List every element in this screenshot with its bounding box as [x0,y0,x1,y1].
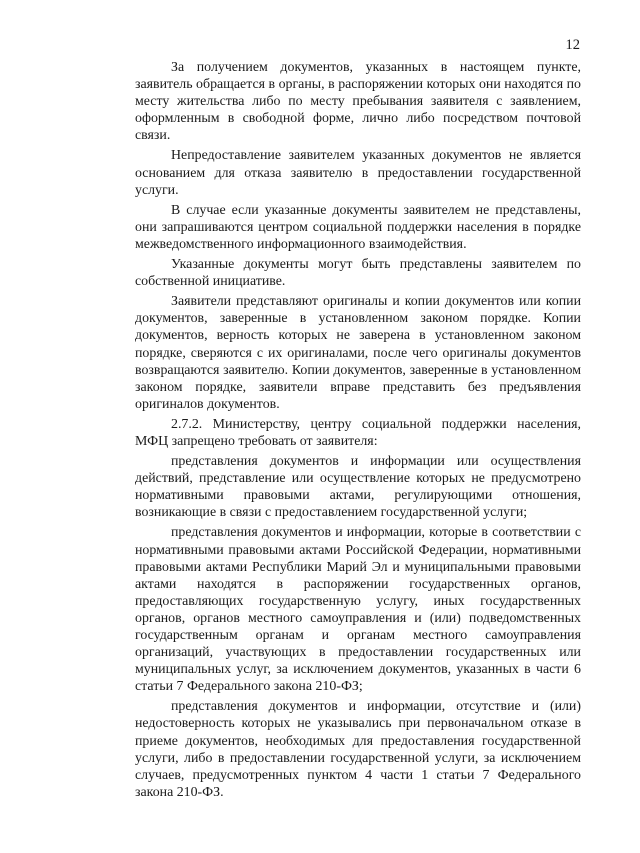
paragraph-originals-and-copies: Заявители представляют оригиналы и копии документов или копии документов, заверенные в установленном законом порядке. Копии документов, верность которых не заверена в установленном законом порядке, сверяются с их оригиналами, после чего оригиналы документов возвращаются заявителю. Копии документов, заверенные в установленном законом порядке, заявители вправе представить без предъявления оригиналов документов. [135,294,581,412]
paragraph-own-initiative: Указанные документы могут быть представлены заявителем по собственной инициативе. [135,257,581,290]
paragraph-section-2-7-2: 2.7.2. Министерству, центру социальной поддержки населения, МФЦ запрещено требовать от заявителя: [135,416,581,449]
document-body [135,59,581,804]
paragraph-prohibition-actions: представления документов и информации или осуществления действий, представление или осуществление которых не предусмотрено нормативными правовыми актами, регулирующими отношения, возникающие в связи с предоставлением государственной услуги; [135,454,581,521]
paragraph-prohibition-documents: представления документов и информации, которые в соответствии с нормативными правовыми актами Российской Федерации, нормативными правовыми актами Республики Марий Эл и муниципальными правовыми актами находятся в распоряжении государственных органов, предоставляющих государственную услугу, иных государственных органов, органов местного самоуправления и (или) подведомственных государственным органам и органам местного самоуправления организаций, участвующих в предоставлении государственных или муниципальных услуг, за исключением документов, указанных в части 6 статьи 7 Федерального закона 210-ФЗ; [135,525,581,695]
paragraph-interagency-request: В случае если указанные документы заявителем не представлены, они запрашиваются центром социальной поддержки населения в порядке межведомственного информационного взаимодействия. [135,202,581,252]
page-number: 12 [565,37,580,53]
paragraph-non-submission: Непредоставление заявителем указанных документов не является основанием для отказа заявителю в предоставлении государственной услуги. [135,148,581,198]
paragraph-obtaining-documents: За получением документов, указанных в настоящем пункте, заявитель обращается в органы, в распоряжении которых они находятся по месту жительства либо по месту пребывания заявителя с заявлением, оформленным в свободной форме, лично либо посредством почтовой связи. [135,60,581,144]
paragraph-prohibition-refusal: представления документов и информации, отсутствие и (или) недостоверность которых не указывались при первоначальном отказе в приеме документов, необходимых для предоставления государственной услуги, либо в предоставлении государственной услуги, за исключением случаев, предусмотренных пунктом 4 части 1 статьи 7 Федерального закона 210-ФЗ. [135,699,581,800]
